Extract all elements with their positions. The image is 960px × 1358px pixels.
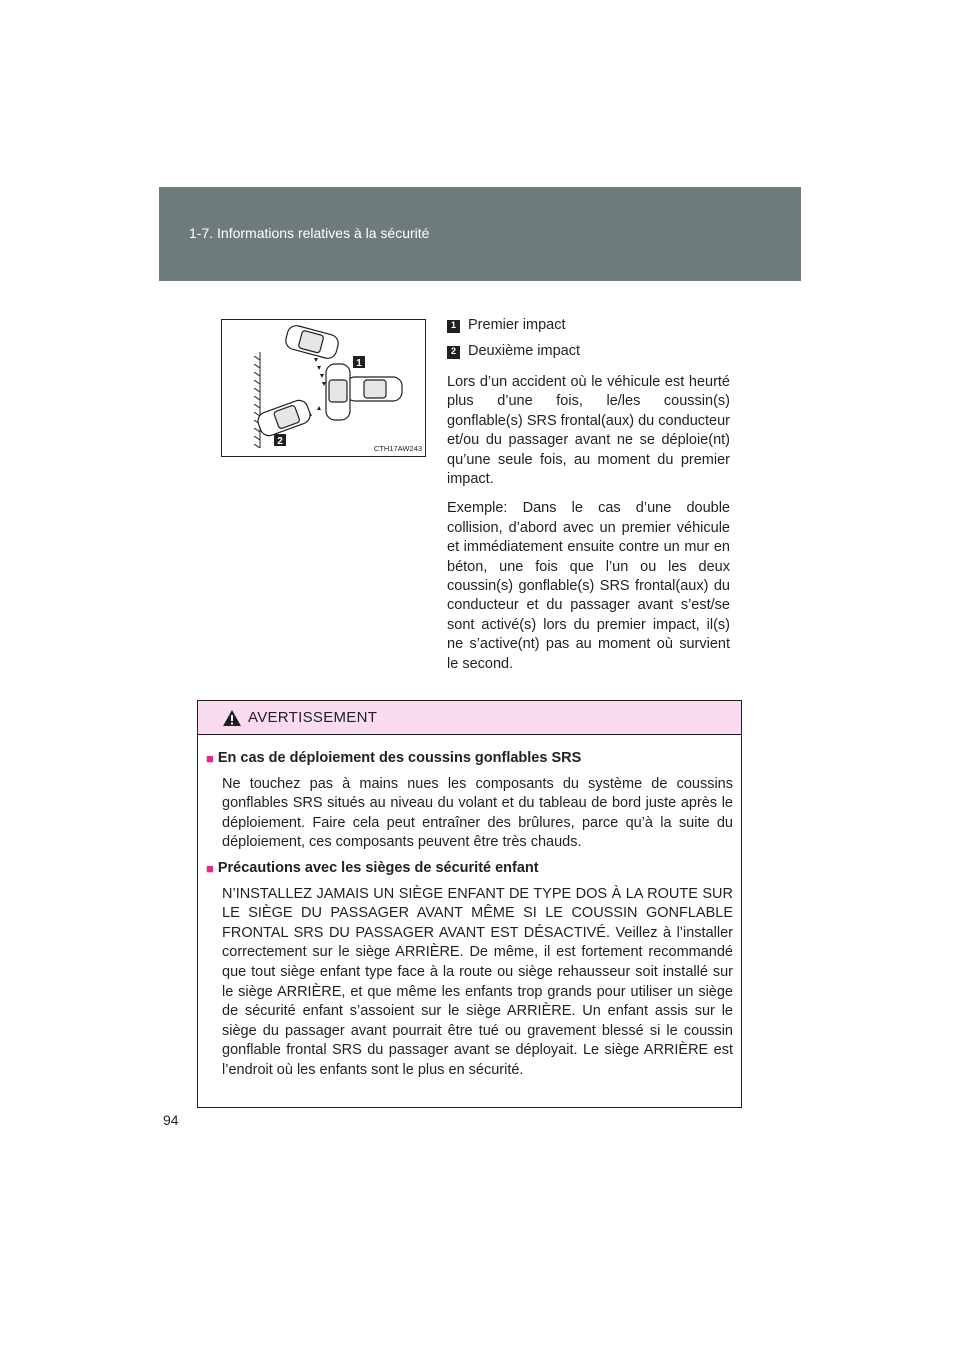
warning-heading-child-seats (206, 859, 733, 879)
legend-number: 2 (447, 346, 460, 359)
paragraph-example: Exemple: Dans le cas d’une double collision, d’abord avec un premier véhicule et immédiatement ensuite contre un mur en béton, une fois que l’un ou les deux coussin(s) gonflable(s) SRS frontal(aux) du conducteur et du passager avant s’est/se sont activé(s) lors du premier impact, il(s) ne s’active(nt) pas au moment où survient le second. (447, 500, 730, 672)
warning-title: AVERTISSEMENT (248, 709, 378, 726)
legend-label: Premier impact (468, 317, 566, 334)
bullet-square-icon: ■ (206, 860, 214, 876)
legend-number: 1 (447, 320, 460, 333)
figure-code: CTH17AW243 (373, 444, 422, 453)
callout-2: 2 (277, 436, 283, 447)
legend-item-second-impact (447, 339, 730, 365)
warning-header (198, 701, 741, 735)
warning-heading-text: En cas de déploiement des coussins gonflables SRS (217, 750, 582, 766)
warning-heading-airbag-deployment (206, 749, 733, 769)
warning-heading-text: Précautions avec les sièges de sécurité enfant (217, 859, 539, 876)
warning-box (197, 700, 742, 1108)
warning-triangle-icon (222, 709, 242, 727)
callout-1: 1 (356, 358, 362, 369)
bullet-square-icon: ■ (206, 751, 214, 766)
warning-body (198, 735, 741, 1081)
legend-label: Deuxième impact (468, 343, 581, 360)
paragraph-multiple-impact: Lors d’un accident où le véhicule est heurté plus d’une fois, le/les coussin(s) gonflable(s) SRS frontal(aux) du conducteur et/ou du passager avant ne se déploie(nt) qu’une seule fois, au moment du premier impact. (447, 374, 730, 488)
legend-item-first-impact (447, 313, 730, 339)
page-number: 94 (163, 1112, 179, 1128)
collision-diagram (222, 320, 427, 458)
warning-text-airbag-deployment: Ne touchez pas à mains nues les composants du système de coussins gonflables SRS situés au niveau du volant et du tableau de bord juste après le déploiement. Faire cela peut entraîner des brûlures, parce qu’à la suite du déploiement, ces composants peuvent être très chauds. (222, 775, 733, 851)
section-title: 1-7. Informations relatives à la sécurité (189, 225, 430, 241)
collision-illustration (221, 319, 426, 457)
section-header (159, 187, 801, 281)
explanation-column (447, 313, 730, 674)
warning-text-child-seats: N’INSTALLEZ JAMAIS UN SIÈGE ENFANT DE TYPE DOS À LA ROUTE SUR LE SIÈGE DU PASSAGER AVANT MÊME SI LE COUSSIN GONFLABLE FRONTAL SRS DU PASSAGER AVANT EST DÉSACTIVÉ. Veillez à l’installer correctement sur le siège ARRIÈRE. De même, il est fortement recommandé que tout siège enfant type face à la route ou siège rehausseur soit installé sur le siège ARRIÈRE, et que même les enfants trop grands pour utiliser un siège de sécurité enfant s’assoient sur le siège ARRIÈRE. Un enfant assis sur le siège du passager avant pourrait être tué ou gravement blessé si le coussin gonflable frontal SRS du passager avant se déployait. Le siège ARRIÈRE est l’endroit où les enfants sont le plus en sécurité. (222, 885, 733, 1078)
